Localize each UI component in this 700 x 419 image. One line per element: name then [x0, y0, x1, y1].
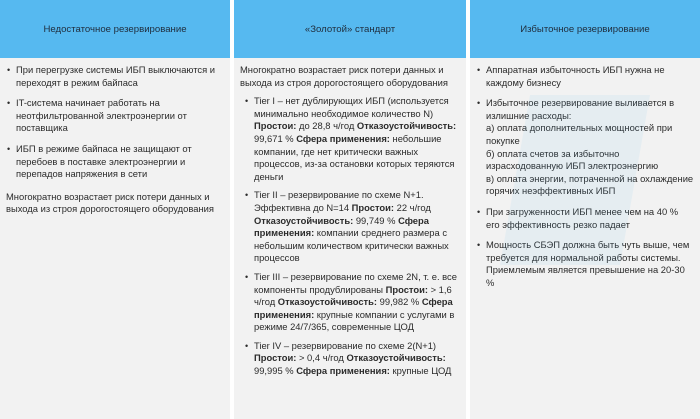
intro-paragraph: Многократно возрастает риск потери данных и выхода из строя дорогостоящего оборудования	[240, 64, 448, 88]
column-gold-standard	[234, 0, 466, 419]
column-header-excessive: Избыточное резервирование	[470, 0, 700, 58]
list-item: • При перегрузке системы ИБП выключаются и переходят в режим байпаса	[16, 64, 224, 89]
list-item: • IT-система начинает работать на неотфильтрованной электроэнергии от поставщика	[16, 97, 224, 135]
tier-list	[240, 95, 460, 377]
column-body-insufficient	[0, 58, 230, 216]
column-insufficient	[0, 0, 230, 419]
list-item-line: б) оплата счетов за избыточно израсходованную ИБП электроэнергию	[486, 147, 659, 172]
summary-paragraph: Многократно возрастает риск потери данных и выхода из строя дорогостоящего оборудования	[6, 190, 214, 215]
list-item-line: • Избыточное резервирование выливается в излишние расходы:	[486, 97, 675, 121]
list-item: • Мощность СБЭП должна быть чуть выше, чем требуется для нормальной работы системы. Приемлемым является превышение на 20-30 %	[486, 239, 694, 289]
tier-item: • Tier IV – резервирование по схеме 2(N+1) Простои: > 0,4 ч/год Отказоустойчивость: 99,995 % Сфера применения: крупные ЦОД	[254, 340, 460, 378]
tier-item: • Tier III – резервирование по схеме 2N, т. е. все компоненты продублированы Простои: > 1,6 ч/год Отказоустойчивость: 99,982 % Сфера применения: крупные компании с услугами в режиме 24/7/365, современные ЦОД	[254, 271, 460, 334]
column-header-gold-standard: «Золотой» стандарт	[234, 0, 466, 58]
list-item: • Аппаратная избыточность ИБП нужна не каждому бизнесу	[486, 64, 694, 89]
list-item-line: в) оплата энергии, потраченной на охлаждение горячих неэффективных ИБП	[486, 172, 694, 197]
list-item	[486, 97, 694, 198]
column-body-excessive	[470, 58, 700, 290]
tier-item: • Tier I – нет дублирующих ИБП (используется минимально необходимое количество N) Простои: до 28,8 ч/год Отказоустойчивость: 99,671 % Сфера применения: небольшие компании, где нет критически важных процессов, из-за остановки которых теряются деньги	[254, 95, 460, 183]
list-item: • ИБП в режиме байпаса не защищают от перебоев в поставке электроэнергии и перепадов напряжения в сети	[16, 143, 224, 181]
column-body-gold-standard	[234, 58, 466, 378]
list-item: • При загруженности ИБП менее чем на 40 % его эффективность резко падает	[486, 206, 694, 231]
bullet-list	[476, 64, 694, 290]
tier-item: • Tier II – резервирование по схеме N+1. Эффективна до N=14 Простои: 22 ч/год Отказоустойчивость: 99,749 % Сфера применения: компании среднего размера с небольшим количеством критически важных процессов	[254, 189, 460, 265]
list-item-line: а) оплата дополнительных мощностей при покупке	[486, 122, 673, 146]
column-header-insufficient: Недостаточное резервирование	[0, 0, 230, 58]
bullet-list	[6, 64, 224, 181]
column-excessive	[470, 0, 700, 419]
